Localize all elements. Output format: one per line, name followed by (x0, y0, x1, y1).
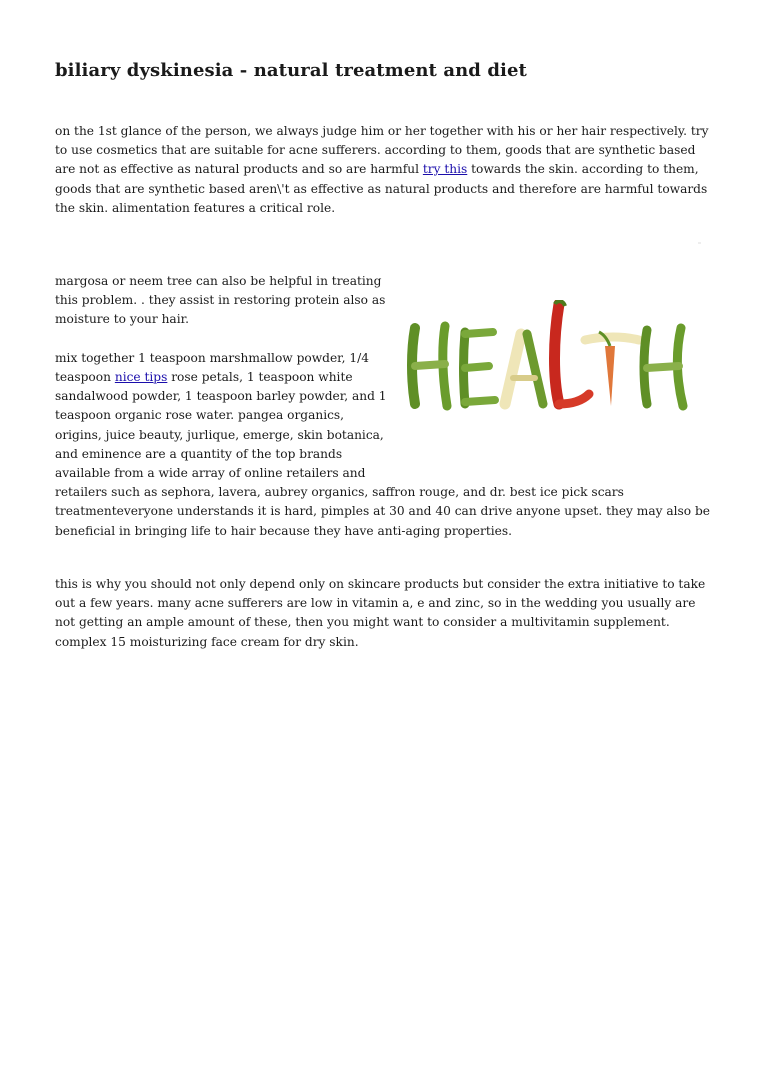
paragraph-intro-text-after: towards the skin. according to them, goods that are synthetic based aren\'t as effective as natural products and therefore are harmful towards the skin. alimentation features a critical role. (55, 162, 708, 215)
paragraph-recipe-text-before: mix together 1 teaspoon marshmallow powder, 1/4 teaspoon (55, 350, 370, 384)
nice-tips-link[interactable]: nice tips (114, 370, 168, 384)
try-this-link[interactable]: try this (422, 162, 468, 177)
paragraph-intro-text-before: on the 1st glance of the person, we always judge him or her together with his or her hair respectively. try to use cosmetics that are suitable for acne sufferers. according to them, goods that are synthetic based are not as effective as natural products and so are harmful (55, 124, 709, 177)
health-image-figure (393, 272, 715, 472)
paragraph-neem: margosa or neem tree can also be helpful in treating this problem. . they assist in restoring protein also as moisture to your hair. (55, 274, 386, 327)
image-speck (698, 242, 701, 244)
letter-h-crossbar (415, 364, 445, 366)
content-block-with-image (55, 272, 715, 541)
letter-e-mid (465, 366, 489, 368)
letter-e-bottom (465, 400, 495, 402)
letter-t-bar (585, 337, 639, 340)
paragraph-intro (55, 122, 715, 218)
letter-l-foot (559, 394, 589, 404)
paragraph-skincare: this is why you should not only depend only on skincare products but consider the extra initiative to take out a few years. many acne sufferers are low in vitamin a, e and zinc, so in the wedding you usually are not getting an ample amount of these, then you might want to consider a multivitamin supplement. complex 15 moisturizing face cream for dry skin. (55, 577, 706, 649)
letter-e-top (465, 332, 493, 334)
paragraph-recipe-text-after: rose petals, 1 teaspoon white sandalwood powder, 1 teaspoon barley powder, and 1 teaspoon organic rose water. pangea organics, origins, juice beauty, jurlique, emerge, skin botanica, and eminence are a quantity of the top brands available from a wide array of online retailers and retailers such as sephora, lavera, aubrey organics, saffron rouge, and dr. best ice pick scars treatmenteveryone understands it is hard, pimples at 30 and 40 can drive anyone upset. they may also be beneficial in bringing life to hair because they have anti-aging properties. (55, 370, 711, 538)
health-vegetables-image (393, 300, 701, 418)
letter-a-right (527, 334, 543, 404)
page-title: biliary dyskinesia - natural treatment and diet (55, 60, 527, 81)
letter-a-left (505, 334, 521, 404)
letter-t-carrot (605, 346, 615, 406)
letter-l-stem (555, 304, 560, 404)
letter-h2-crossbar (647, 366, 679, 368)
